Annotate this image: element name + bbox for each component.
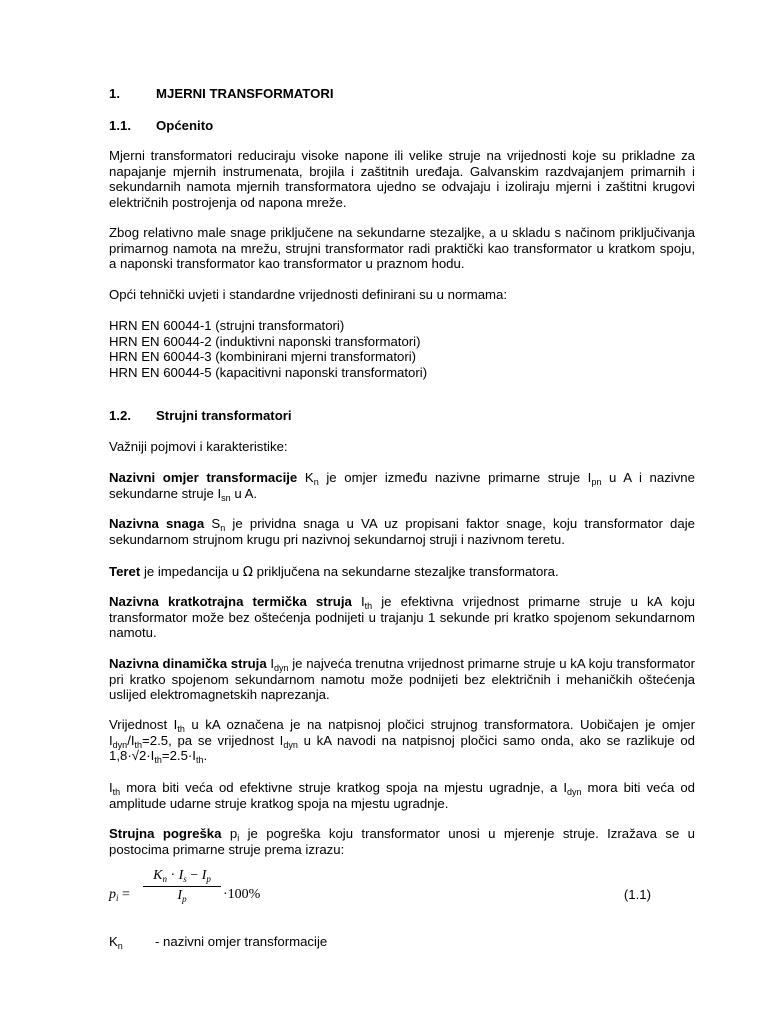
paragraph-ith-requirement: $I_{th}$ mora biti veća od efektivne struje kratkog spoja na mjestu ugradnje, a $I_{dyn}$ mora biti veća od amplitude udarne struje kratkog spoja na mjestu ugradnje. xyxy=(109,780,695,811)
definition-dynamic-current: Nazivna dinamička struja $I_{dyn}$ je najveća trenutna vrijednost primarne struje u kA koju transformator pri kratko spojenom sekundarnom namotu može podnijeti bez električnih i mehaničkih oštećenja uslijed elektromagnetskih naprezanja. xyxy=(109,656,695,702)
paragraph-concepts: Važniji pojmovi i karakteristike: xyxy=(109,439,288,454)
standard-item: HRN EN 60044-2 (induktivni naponski transformatori) xyxy=(109,333,421,349)
heading-1: 1. MJERNI TRANSFORMATORI xyxy=(109,86,334,101)
paragraph-intro: Mjerni transformatori reduciraju visoke napone ili velike struje na vrijednosti koje su prikladne za napajanje mjernih instrumenata, brojila i zaštitnih uređaja. Galvanskim razdvajanjem primarnih i sekundarnih namota mjernih transformatora ujedno se odvajaju i izoliraju mjerni i zaštitni krugovi električnih postrojenja od napona mreže. xyxy=(109,148,695,210)
term: Strujna pogreška xyxy=(109,826,222,841)
term: Nazivna snaga xyxy=(109,516,205,531)
heading-1-1-title: Općenito xyxy=(156,118,214,133)
heading-1-1: 1.1. Općenito xyxy=(109,118,214,133)
formula-numerator: $K_n \cdot I_s - I_p$ xyxy=(153,868,211,884)
legend-description: - nazivni omjer transformacije xyxy=(155,934,328,949)
definition-rated-power: Nazivna snaga $S_n$ je prividna snaga u VA uz propisani faktor snage, koju transformator daje sekundarnom strujnom krugu pri nazivnoj sekundarnoj struji i nazivnom teretu. xyxy=(109,516,695,547)
heading-1-2-title: Strujni transformatori xyxy=(156,408,292,423)
term: Nazivna dinamička struja xyxy=(109,656,267,671)
formula-tail: ·100% xyxy=(223,887,261,902)
formula-fraction xyxy=(143,868,221,904)
heading-1-2: 1.2. Strujni transformatori xyxy=(109,408,292,423)
paragraph-operation: Zbog relativno male snage priključene na sekundarne stezaljke, a u skladu s načinom priključivanja primarnog namota na mrežu, strujni transformator radi praktički kao transformator u kratkom spoju, a naponski transformator kao transformator u praznom hodu. xyxy=(109,225,695,271)
definition-current-error: Strujna pogreška $p_i$ je pogreška koju transformator unosi u mjerenje struje. Izražava se u postocima primarne struje prema izrazu: xyxy=(109,826,695,857)
term: Nazivni omjer transformacije xyxy=(109,470,298,485)
omega-symbol: Ω xyxy=(242,565,253,580)
definition-transformation-ratio: Nazivni omjer transformacije $K_n$ je omjer između nazivne primarne struje $I_{pn}$ u A i nazivne sekundarne struje $I_{sn}$ u A. xyxy=(109,470,695,503)
formula-lhs: $p_i$ = xyxy=(109,887,130,903)
standard-item: HRN EN 60044-5 (kapacitivni naponski transformatori) xyxy=(109,364,428,380)
paragraph-standards-intro: Opći tehnički uvjeti i standardne vrijednosti definirani su u normama: xyxy=(109,287,508,302)
term: Nazivna kratkotrajna termička struja xyxy=(109,594,352,609)
heading-1-title: MJERNI TRANSFORMATORI xyxy=(156,86,334,101)
term: Teret xyxy=(109,564,141,579)
legend-symbol: $K_n$ xyxy=(109,934,123,951)
fraction-bar xyxy=(143,886,221,887)
paragraph-ith-value: Vrijednost $I_{th}$ u kA označena je na natpisnoj pločici strujnog transformatora. Uobičajen je omjer $I_{dyn}/I_{th}=2.5$, pa se vrijednost $I_{dyn}$ u kA navodi na natpisnoj pločici samo onda, ako se razlikuje od $1,8\cdot√2\cdot I_{th}=2.5\cdot I_{th}$. xyxy=(109,717,696,765)
formula-denominator: $I_p$ xyxy=(177,888,187,904)
formula-1-1 xyxy=(109,868,695,920)
standard-item: HRN EN 60044-1 (strujni transformatori) xyxy=(109,318,345,333)
definition-thermal-current: Nazivna kratkotrajna termička struja $I_{th}$ je efektivna vrijednost primarne struje u kA koju transformator može bez oštećenja podnijeti u trajanju 1 sekunde pri kratko spojenom sekundarnom namotu. xyxy=(109,594,695,640)
equation-number: (1.1) xyxy=(623,887,651,902)
standard-item: HRN EN 60044-3 (kombinirani mjerni transformatori) xyxy=(109,349,417,364)
standards-list xyxy=(109,318,695,380)
definition-burden: Teret je impedancija u Ω priključena na sekundarne stezaljke transformatora. xyxy=(109,564,559,580)
legend-kn xyxy=(109,934,695,950)
